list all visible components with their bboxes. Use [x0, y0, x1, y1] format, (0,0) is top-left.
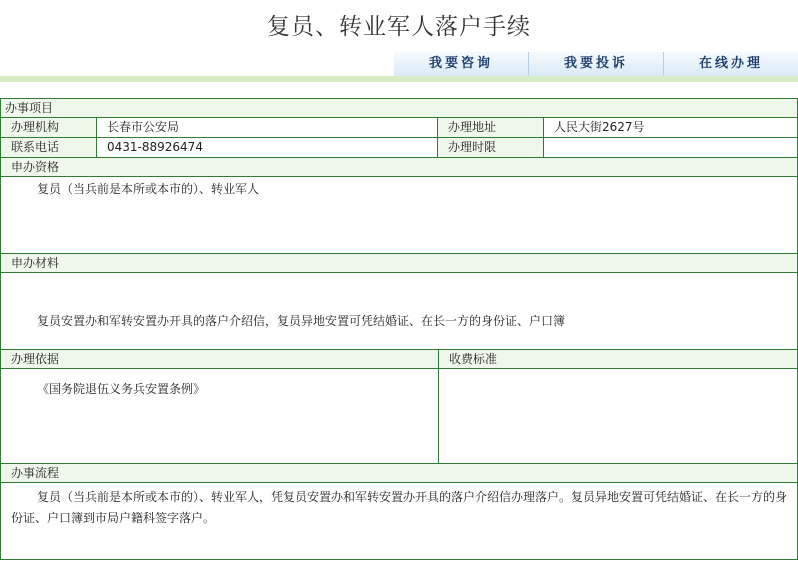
tab-complain[interactable]: 我要投诉 [528, 52, 663, 76]
process-label: 办事流程 [1, 464, 797, 482]
hours-value [544, 138, 797, 157]
basis-text: 《国务院退伍义务兵安置条例》 [1, 369, 439, 463]
materials-label: 申办材料 [1, 254, 797, 272]
service-info-table [0, 98, 798, 560]
hours-label: 办理时限 [438, 138, 544, 157]
tab-online[interactable]: 在线办理 [663, 52, 798, 76]
eligibility-label: 申办资格 [1, 158, 797, 176]
eligibility-text: 复员（当兵前是本所或本市的）、转业军人 [37, 182, 260, 196]
agency-value: 长春市公安局 [97, 118, 438, 137]
section-header: 办事项目 [1, 99, 797, 117]
process-text: 复员（当兵前是本所或本市的）、转业军人，凭复员安置办和军转安置办开具的落户介绍信办理落户。复员异地安置可凭结婚证、在长一方的身份证、户口簿到市局户籍科签字落户。 [11, 490, 788, 525]
fee-text [439, 369, 797, 463]
agency-label: 办理机构 [1, 118, 97, 137]
address-label: 办理地址 [438, 118, 544, 137]
phone-label: 联系电话 [1, 138, 97, 157]
address-value: 人民大街2627号 [554, 120, 645, 134]
basis-label: 办理依据 [1, 350, 439, 368]
phone-value: 0431-88926474 [97, 138, 438, 157]
materials-text: 复员安置办和军转安置办开具的落户介绍信，复员异地安置可凭结婚证、在长一方的身份证、户口簿 [37, 314, 566, 328]
header-divider [0, 76, 798, 82]
fee-label: 收费标准 [439, 350, 797, 368]
page-title: 复员、转业军人落户手续 [267, 14, 531, 40]
action-tabs [394, 52, 798, 76]
tab-consult[interactable]: 我要咨询 [394, 52, 528, 76]
